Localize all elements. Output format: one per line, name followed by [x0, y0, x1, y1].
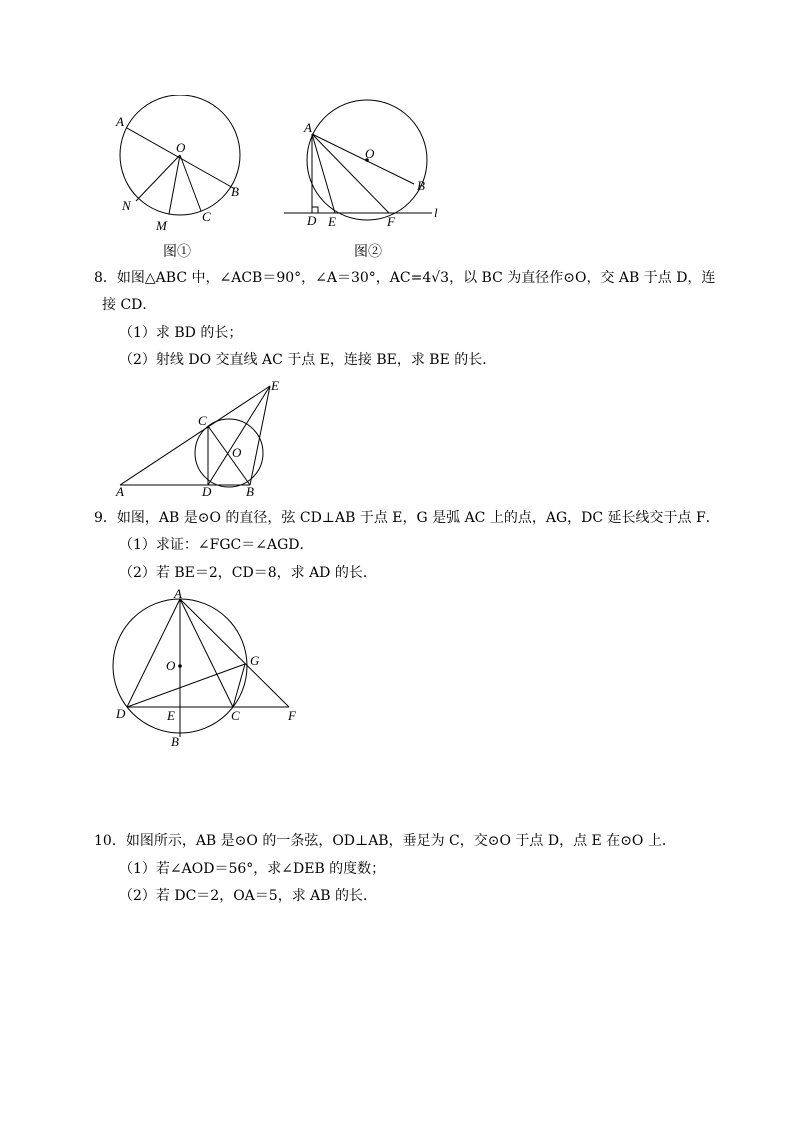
- q9-line1: 9．如图，AB 是⊙O 的直径，弦 CD⊥AB 于点 E，G 是弧 AC 上的点，AG，DC 延长线交于点 F．: [94, 510, 720, 526]
- label-B: B: [231, 184, 239, 199]
- q8-sub1: （1）求 BD 的长；: [119, 325, 243, 341]
- label-C: C: [202, 209, 211, 224]
- label-B: B: [171, 734, 179, 749]
- figure-1-diagram: [105, 95, 255, 235]
- q10-sub1: （1）若∠AOD＝56°，求∠DEB 的度数；: [119, 861, 386, 877]
- label-A: A: [116, 484, 124, 499]
- label-O: O: [232, 445, 242, 460]
- q8-line1: 8．如图△ABC 中，∠ACB＝90°，∠A＝30°，AC=4√3，以 BC 为直径作⊙O，交 AB 于点 D，连: [94, 270, 716, 286]
- figure-2: [280, 95, 450, 239]
- figure-2-diagram: [280, 95, 450, 235]
- label-D: D: [116, 706, 126, 721]
- label-D: D: [202, 484, 212, 499]
- q8-line2: 接 CD．: [102, 297, 157, 313]
- label-A: A: [304, 120, 312, 135]
- q9-sub2: （2）若 BE＝2，CD＝8，求 AD 的长．: [119, 565, 377, 581]
- q10-line1: 10．如图所示，AB 是⊙O 的一条弦，OD⊥AB，垂足为 C，交⊙O 于点 D，点 E 在⊙O 上．: [94, 833, 676, 849]
- label-O: O: [166, 658, 176, 673]
- figure-9-diagram: [105, 585, 305, 750]
- figure-1: [105, 95, 255, 239]
- label-l: l: [434, 205, 438, 220]
- figure-9: [105, 585, 305, 754]
- label-M: M: [156, 218, 167, 233]
- figure-1-caption: 图①: [163, 244, 191, 260]
- label-O: O: [365, 146, 375, 161]
- label-C: C: [198, 413, 207, 428]
- label-A: A: [116, 114, 124, 129]
- label-E: E: [328, 214, 336, 229]
- figure-8: [110, 378, 290, 507]
- q10-sub2: （2）若 DC＝2，OA＝5，求 AB 的长．: [119, 888, 377, 904]
- label-F: F: [387, 214, 395, 229]
- label-C: C: [231, 708, 240, 723]
- label-F: F: [288, 708, 296, 723]
- label-E: E: [167, 708, 175, 723]
- figure-2-caption: 图②: [354, 244, 382, 260]
- label-D: D: [307, 213, 317, 228]
- label-B: B: [417, 178, 425, 193]
- label-A: A: [174, 586, 182, 601]
- label-G: G: [250, 653, 260, 668]
- q8-sub2: （2）射线 DO 交直线 AC 于点 E，连接 BE，求 BE 的长．: [119, 352, 497, 368]
- label-B: B: [246, 484, 254, 499]
- q9-sub1: （1）求证：∠FGC＝∠AGD．: [119, 537, 314, 553]
- figure-8-diagram: [110, 378, 290, 503]
- label-N: N: [122, 198, 131, 213]
- label-O: O: [176, 140, 186, 155]
- label-E: E: [271, 378, 279, 393]
